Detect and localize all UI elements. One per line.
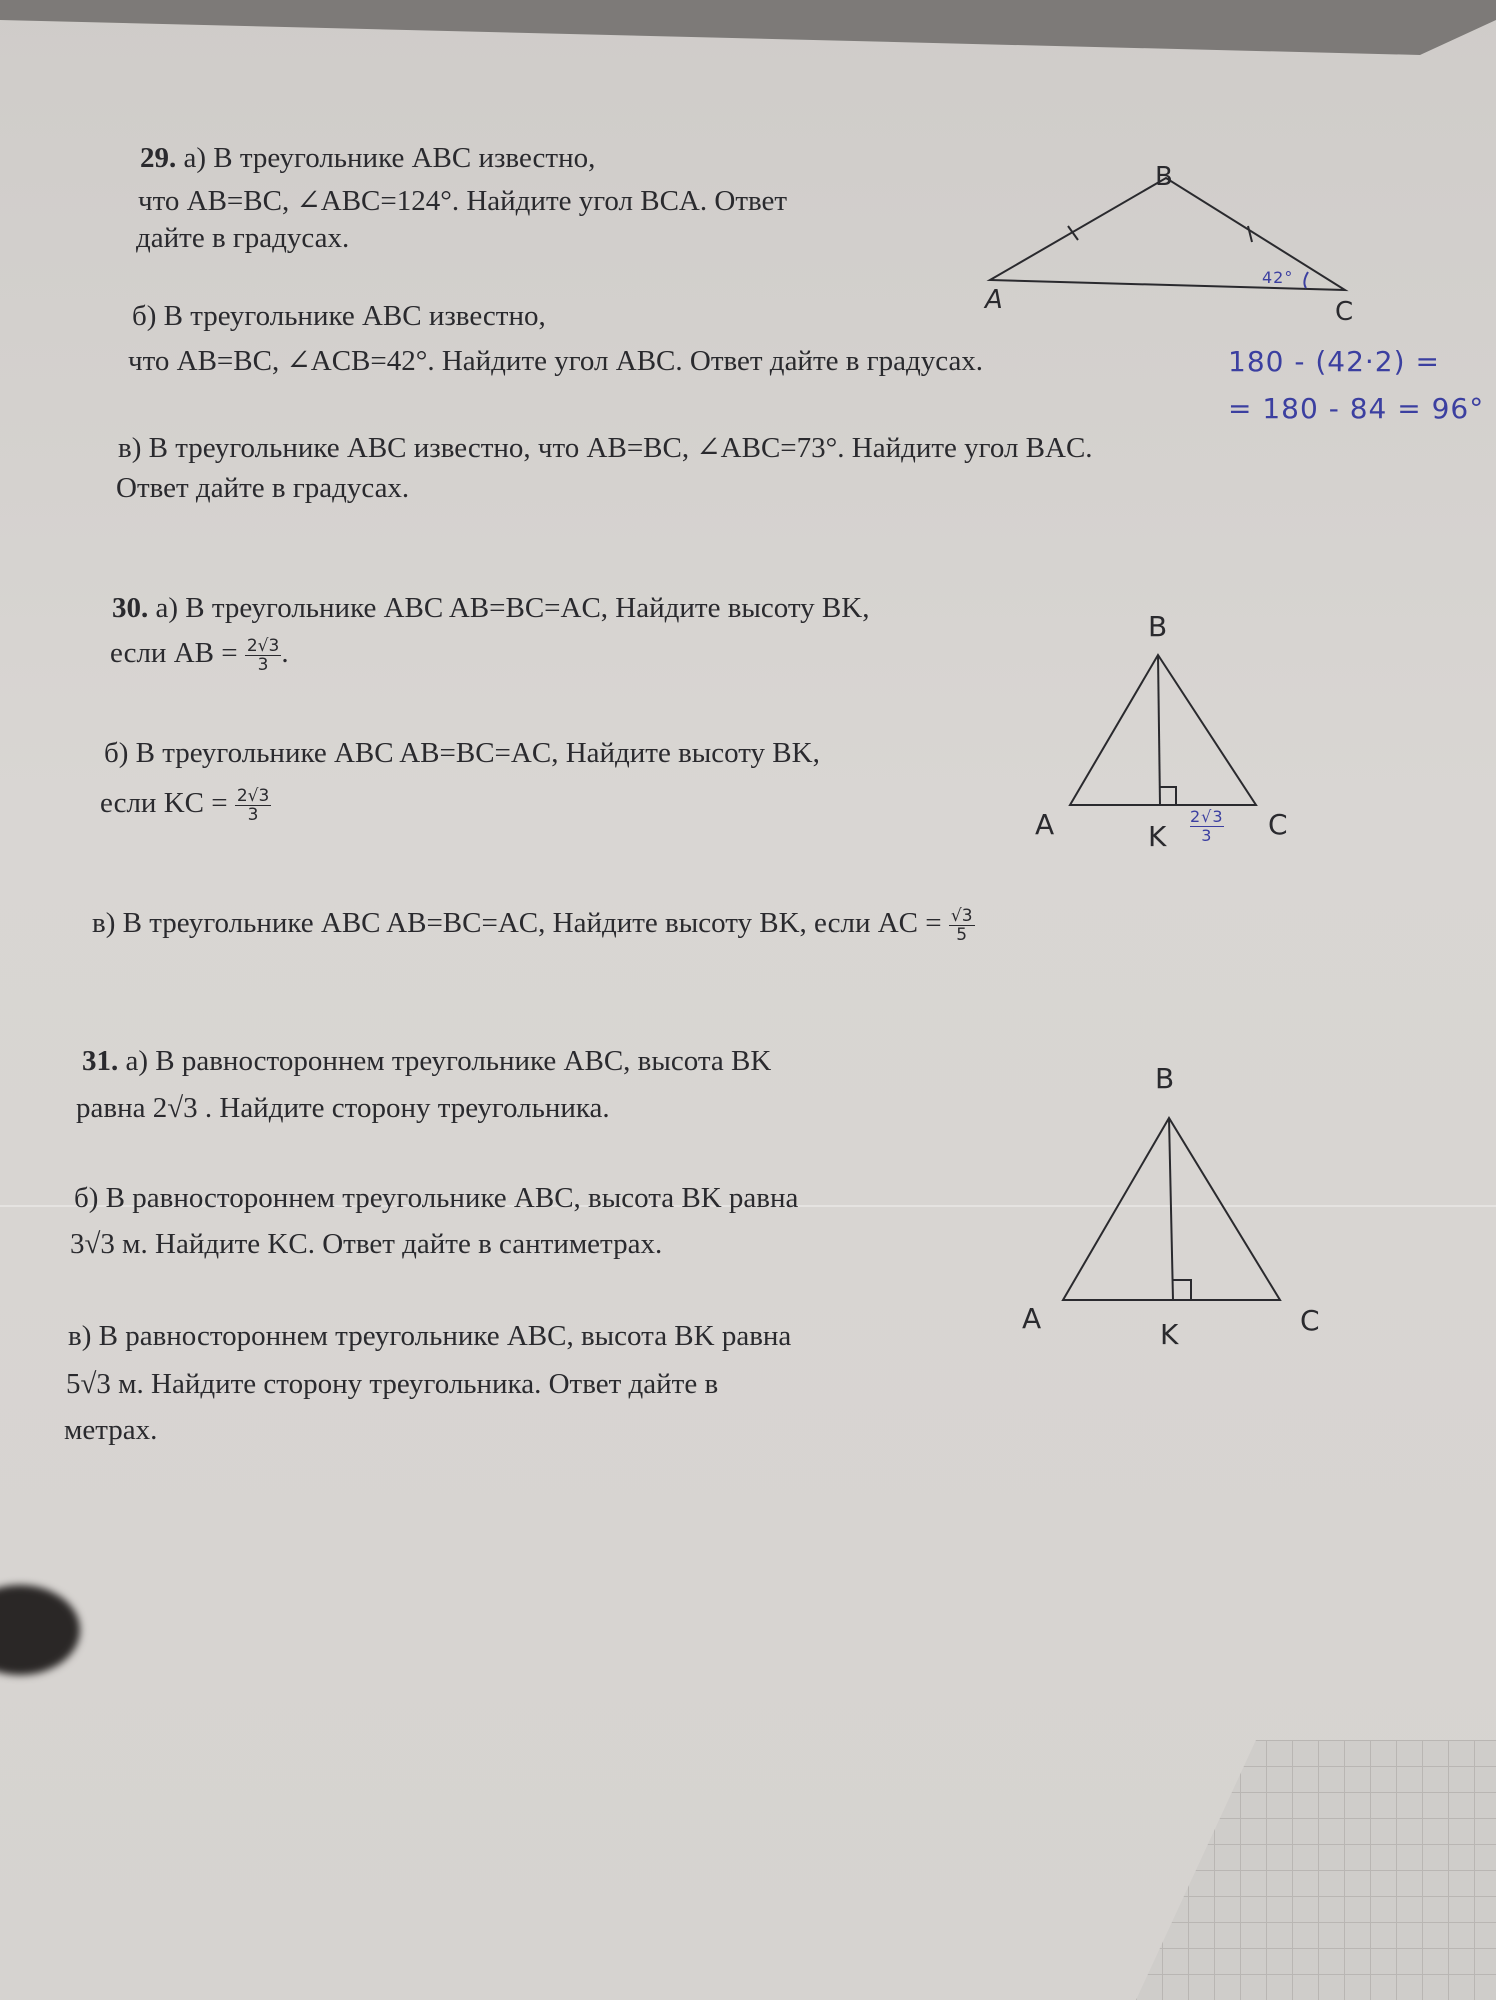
fig31-label-B: B xyxy=(1155,1062,1175,1095)
fig30-label-C: C xyxy=(1268,808,1288,841)
problem-30c-line1: в) В треугольнике ABC AB=BC=AC, Найдите высоту BK, если AC = $\frac{√3}{5}$ xyxy=(92,905,973,945)
problem-30a-line1: 30. а) В треугольнике ABC AB=BC=AC, Найдите высоту BK, xyxy=(112,592,870,624)
problem-number-31: 31. xyxy=(82,1045,119,1077)
problem-29a-line2: что AB=BC, ∠ABC=124°. Найдите угол BCA. Ответ xyxy=(138,185,788,217)
fraction-30b: $\frac{2√3}{3}$ xyxy=(236,785,270,825)
problem-number-30: 30. xyxy=(112,592,149,624)
problem-29b-line2: что AB=BC, ∠ACB=42°. Найдите угол ABC. Ответ дайте в градусах. xyxy=(128,345,984,377)
problem-30b-line2: если KC = $\frac{2√3}{3}$ xyxy=(100,785,270,825)
problem-31b-line1: б) В равностороннем треугольнике ABC, высота BK равна xyxy=(74,1182,799,1214)
fig31-label-C: C xyxy=(1300,1304,1320,1337)
fig30-label-K: K xyxy=(1148,820,1167,853)
problem-31c-line3: метрах. xyxy=(64,1414,158,1446)
fig31-label-K: K xyxy=(1160,1318,1179,1351)
fig29-label-B: B xyxy=(1155,162,1173,192)
handwritten-calc-line2: = 180 - 84 = 96° xyxy=(1228,392,1485,425)
problem-31a-line2: равна 2√3 . Найдите сторону треугольника. xyxy=(76,1092,610,1124)
triangle-figure-29 xyxy=(990,160,1370,330)
fraction-30a: $\frac{2√3}{3}$ xyxy=(246,635,280,675)
triangle-figure-31 xyxy=(1055,1110,1295,1310)
fig30-label-A: A xyxy=(1035,808,1055,841)
problem-29c-line1: в) В треугольнике ABC известно, что AB=BC, ∠ABC=73°. Найдите угол BAC. xyxy=(118,432,1093,464)
fig29-angle-note: 42° xyxy=(1262,268,1294,287)
problem-29b-line1: б) В треугольнике ABC известно, xyxy=(132,300,546,332)
problem-31a-line1: 31. а) В равностороннем треугольнике ABC, высота BK xyxy=(82,1045,772,1077)
triangle-figure-30 xyxy=(1060,650,1280,810)
problem-number-29: 29. xyxy=(140,142,177,174)
problem-30a-line2: если AB = $\frac{2√3}{3}$ . xyxy=(110,635,289,675)
problem-29a-line1: 29. а) В треугольнике ABC известно, xyxy=(140,142,596,174)
fraction-30c: $\frac{√3}{5}$ xyxy=(950,905,973,945)
fig31-label-A: A xyxy=(1022,1302,1042,1335)
fig30-handwritten-fraction: 2√3 3 xyxy=(1190,807,1224,845)
problem-29a-line3: дайте в градусах. xyxy=(136,222,350,254)
problem-31c-line1: в) В равностороннем треугольнике ABC, высота BK равна xyxy=(68,1320,792,1352)
handwritten-calc-line1: 180 - (42·2) = xyxy=(1228,345,1440,378)
problem-29c-line2: Ответ дайте в градусах. xyxy=(116,472,410,504)
problem-31b-line2: 3√3 м. Найдите KC. Ответ дайте в сантиметрах. xyxy=(70,1228,663,1260)
fig29-label-A: A xyxy=(985,285,1003,315)
problem-30b-line1: б) В треугольнике ABC AB=BC=AC, Найдите высоту BK, xyxy=(104,737,820,769)
problem-31c-line2: 5√3 м. Найдите сторону треугольника. Ответ дайте в xyxy=(66,1368,719,1400)
fig30-label-B: B xyxy=(1148,610,1168,643)
fig29-label-C: C xyxy=(1335,297,1354,327)
